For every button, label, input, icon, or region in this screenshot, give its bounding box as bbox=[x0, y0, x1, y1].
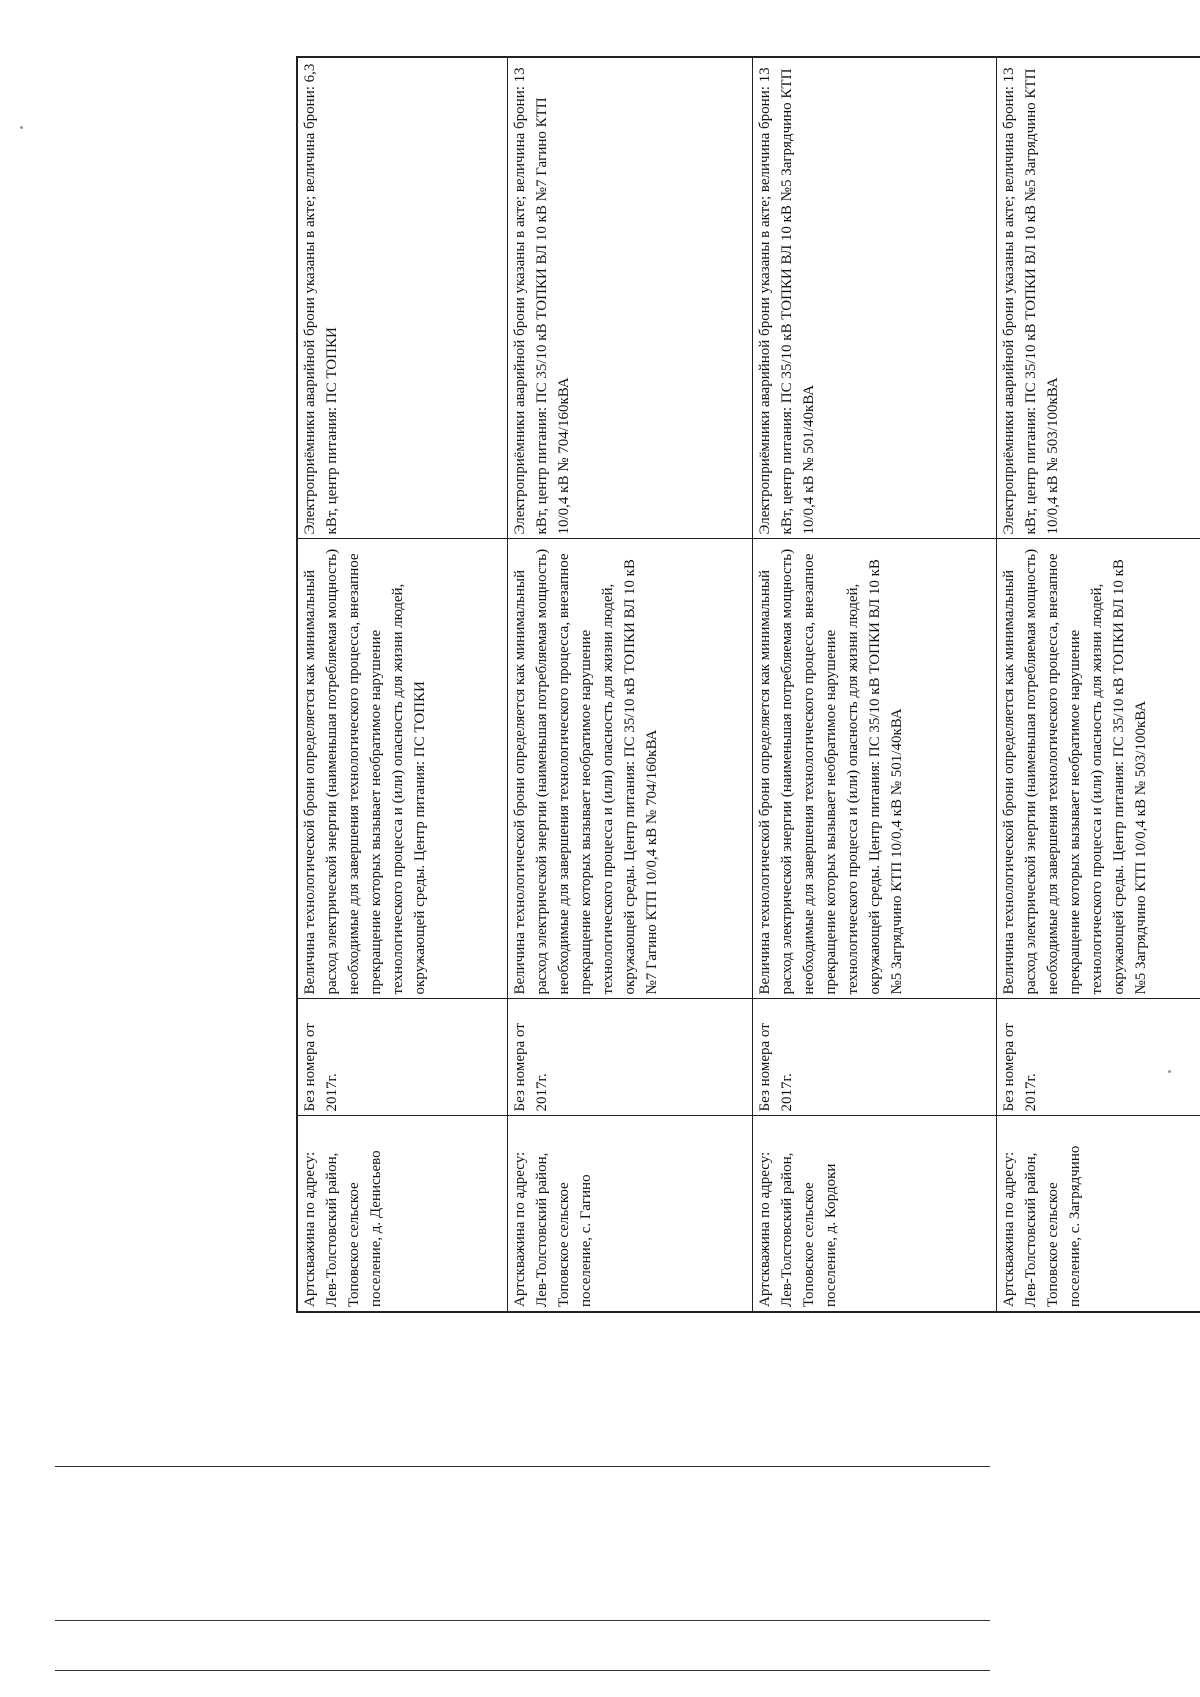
object-address-cell: Артскважина по адресу: Лев-Толстовский район, Топовское сельское поселение, с. Гагино bbox=[508, 1116, 752, 1312]
emergency-reserve-cell: Электроприёмники аварийной брони указаны в акте; величина брони: 6,3 кВт, центр питания: ПС ТОПКИ bbox=[297, 57, 508, 539]
technological-reserve-cell: Величина технологической брони определяется как минимальный расход электрической энергии (наименьшая потребляемая мощность) необходимые для завершения технологического процесса, внезапное прекращение которых вызывает необратимое нарушение технологического процесса и (или) опасность для жизни людей, окружающей среды. Центр питания: ПС ТОПКИ bbox=[297, 539, 508, 999]
act-document-cell: Без номера от 2017г. bbox=[297, 999, 508, 1116]
object-address-cell: Артскважина по адресу: Лев-Толстовский район, Топовское сельское поселение, д. Кордоки bbox=[752, 1116, 996, 1312]
horizontal-rule bbox=[55, 1670, 990, 1671]
technological-reserve-cell: Величина технологической брони определяется как минимальный расход электрической энергии (наименьшая потребляемая мощность) необходимые для завершения технологического процесса, внезапное прекращение которых вызывает необратимое нарушение технологического процесса и (или) опасность для жизни людей, окружающей среды. Центр питания: ПС 35/10 кВ ТОПКИ ВЛ 10 кВ №5 Загрядчино КТП 10/0,4 кВ № 501/40кВА bbox=[752, 539, 996, 999]
horizontal-rule bbox=[55, 1620, 990, 1621]
technological-reserve-cell: Величина технологической брони определяется как минимальный расход электрической энергии (наименьшая потребляемая мощность) необходимые для завершения технологического процесса, внезапное прекращение которых вызывает необратимое нарушение технологического процесса и (или) опасность для жизни людей, окружающей среды. Центр питания: ПС 35/10 кВ ТОПКИ ВЛ 10 кВ №5 Загрядчино КТП 10/0,4 кВ № 503/100кВА bbox=[997, 539, 1200, 999]
scan-speck bbox=[1168, 1070, 1171, 1073]
object-address-cell: Артскважина по адресу: Лев-Толстовский район, Топовское сельское поселение, д. Денисьево bbox=[297, 1116, 508, 1312]
act-document-cell: Без номера от 2017г. bbox=[752, 999, 996, 1116]
act-document-cell: Без номера от 2017г. bbox=[997, 999, 1200, 1116]
table-row bbox=[297, 57, 508, 1312]
scan-speck bbox=[20, 126, 23, 129]
emergency-reserve-table bbox=[296, 56, 1200, 1313]
table-row bbox=[508, 57, 752, 1312]
act-document-cell: Без номера от 2017г. bbox=[508, 999, 752, 1116]
emergency-reserve-cell: Электроприёмники аварийной брони указаны в акте; величина брони: 13 кВт, центр питания: ПС 35/10 кВ ТОПКИ ВЛ 10 кВ №5 Загрядчино КТП 10/0,4 кВ № 503/100кВА bbox=[997, 57, 1200, 539]
emergency-reserve-cell: Электроприёмники аварийной брони указаны в акте; величина брони: 13 кВт, центр питания: ПС 35/10 кВ ТОПКИ ВЛ 10 кВ №5 Загрядчино КТП 10/0,4 кВ № 501/40кВА bbox=[752, 57, 996, 539]
horizontal-rule bbox=[55, 1466, 990, 1467]
emergency-reserve-cell: Электроприёмники аварийной брони указаны в акте; величина брони: 13 кВт, центр питания: ПС 35/10 кВ ТОПКИ ВЛ 10 кВ №7 Гагино КТП 10/0,4 кВ № 704/160кВА bbox=[508, 57, 752, 539]
table-row bbox=[752, 57, 996, 1312]
object-address-cell: Артскважина по адресу: Лев-Толстовский район, Топовское сельское поселение, с. Загрядчино bbox=[997, 1116, 1200, 1312]
table-row bbox=[997, 57, 1200, 1312]
technological-reserve-cell: Величина технологической брони определяется как минимальный расход электрической энергии (наименьшая потребляемая мощность) необходимые для завершения технологического процесса, внезапное прекращение которых вызывает необратимое нарушение технологического процесса и (или) опасность для жизни людей, окружающей среды. Центр питания: ПС 35/10 кВ ТОПКИ ВЛ 10 кВ №7 Гагино КТП 10/0,4 кВ № 704/160кВА bbox=[508, 539, 752, 999]
rotated-table-container bbox=[296, 58, 1200, 1313]
